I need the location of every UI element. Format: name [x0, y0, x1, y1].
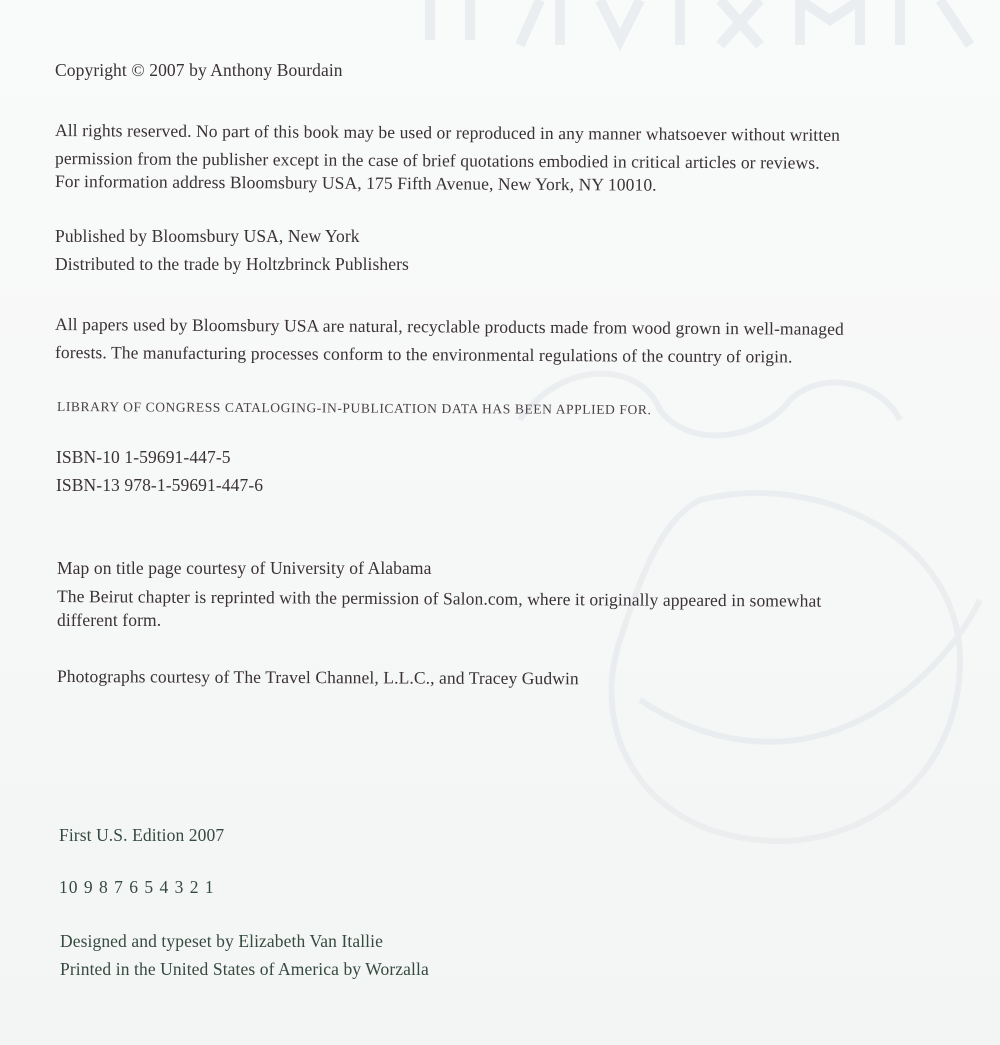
rights-paragraph: [55, 116, 840, 195]
show-through-lettering: [430, 0, 970, 45]
show-through-circle: [611, 493, 960, 841]
beirut-credit-line-2: different form.: [57, 610, 162, 630]
publisher-line: Published by Bloomsbury USA, New York: [55, 226, 360, 246]
map-credit: Map on title page courtesy of University of Alabama: [57, 558, 432, 578]
publisher-block: [55, 222, 409, 278]
distributor-line: Distributed to the trade by Holtzbrinck Publishers: [55, 254, 409, 274]
printing-line: 10 9 8 7 6 5 4 3 2 1: [59, 877, 215, 897]
isbn-13: ISBN-13 978-1-59691-447-6: [56, 475, 264, 495]
rights-line-2: permission from the publisher except in the case of brief quotations embodied in critical articles or reviews.: [54, 148, 820, 173]
rights-line-1: All rights reserved. No part of this book may be used or reproduced in any manner whatsoever without written: [54, 120, 841, 145]
beirut-credit-line-1: The Beirut chapter is reprinted with the permission of Salon.com, where it originally appeared in somewhat: [56, 586, 822, 611]
credits-block: [57, 554, 821, 634]
edition-line: First U.S. Edition 2007: [59, 825, 225, 845]
papers-paragraph: [55, 310, 844, 366]
copyright-line: Copyright © 2007 by Anthony Bourdain: [55, 60, 343, 80]
designer-line: Designed and typeset by Elizabeth Van Itallie: [60, 931, 383, 951]
isbn-10: ISBN-10 1-59691-447-5: [56, 447, 231, 467]
papers-line-1: All papers used by Bloomsbury USA are natural, recyclable products made from wood grown in well-managed: [54, 314, 844, 339]
printer-line: Printed in the United States of America by Worzalla: [60, 959, 429, 979]
isbn-block: [56, 443, 263, 499]
papers-line-2: forests. The manufacturing processes conform to the environmental regulations of the country of origin.: [54, 342, 793, 367]
production-block: [60, 927, 429, 983]
rights-line-3: For information address Bloomsbury USA, 175 Fifth Avenue, New York, NY 10010.: [54, 171, 657, 195]
cip-notice: LIBRARY OF CONGRESS CATALOGING-IN-PUBLICATION DATA HAS BEEN APPLIED FOR.: [56, 399, 652, 418]
photographs-credit: Photographs courtesy of The Travel Channel, L.L.C., and Tracey Gudwin: [56, 666, 579, 689]
